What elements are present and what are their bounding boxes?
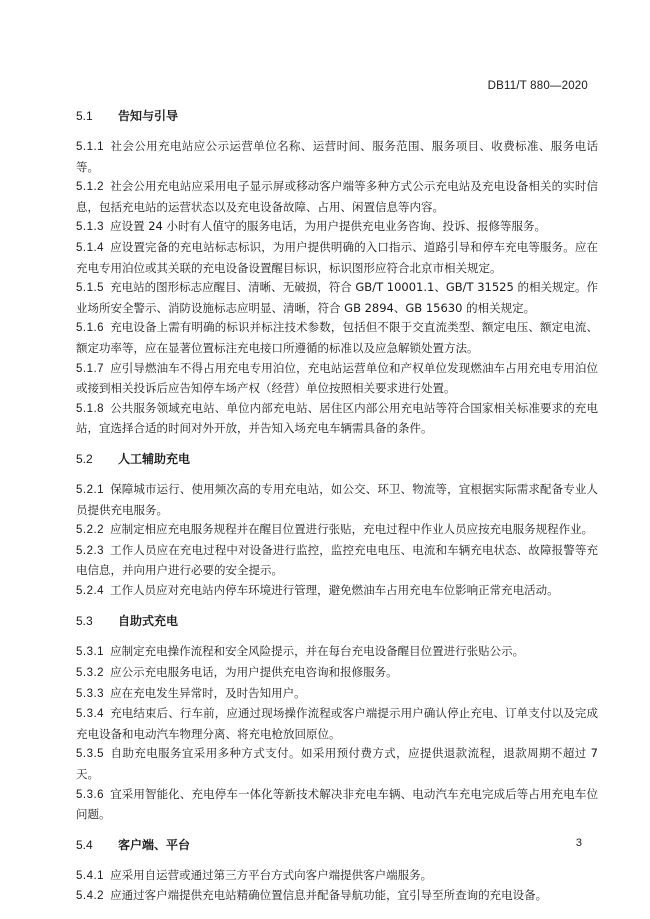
clause-item — [76, 520, 598, 541]
clause-text: 应通过客户端提供充电站精确位置信息并配备导航功能，宜引导至所查询的充电设备。 — [110, 888, 548, 903]
clause-item — [76, 359, 598, 399]
clause-number: 5.3.4 — [76, 708, 105, 721]
clause-number: 5.1.2 — [76, 181, 105, 194]
section-title: 客户端、平台 — [118, 837, 191, 852]
clause-item — [76, 684, 598, 705]
section-heading — [76, 833, 598, 857]
clause-number: 5.2.3 — [76, 544, 105, 557]
clause-text: 充电站的图形标志应醒目、清晰、无破损，符合 GB/T 10001.1、GB/T 31525 的相关规定。作业场所安全警示、消防设施标志应明显、清晰，符合 GB 2894、GB 15630 的相关规定。 — [76, 280, 598, 315]
clause-item — [76, 278, 598, 318]
clause-number: 5.1.1 — [76, 141, 105, 153]
section-5-3 — [76, 609, 598, 824]
clause-number: 5.3.3 — [76, 687, 105, 700]
clause-number: 5.1.3 — [76, 221, 105, 234]
clause-item — [76, 177, 598, 217]
clause-number: 5.4.1 — [76, 869, 105, 882]
clause-number: 5.1.7 — [76, 362, 105, 375]
document-body — [76, 104, 598, 907]
section-number: 5.4 — [76, 837, 93, 852]
section-heading — [76, 447, 598, 471]
clause-text: 应制定相应充电服务规程并在醒目位置进行张贴，充电过程中作业人员应按充电服务规程作业。 — [110, 522, 594, 537]
section-number: 5.3 — [76, 614, 93, 629]
section-number: 5.1 — [76, 109, 93, 123]
clause-item — [76, 217, 598, 238]
clause-item — [76, 704, 598, 744]
section-title: 自助式充电 — [118, 614, 179, 629]
clause-text: 公共服务领域充电站、单位内部充电站、居住区内部公用充电站等符合国家相关标准要求的充电站，宜选择合适的时间对外开放，并告知入场充电车辆需具备的条件。 — [76, 400, 598, 436]
clause-number: 5.3.1 — [76, 646, 105, 659]
section-heading — [76, 609, 598, 633]
section-heading — [76, 104, 598, 128]
clause-item — [76, 541, 598, 581]
clause-text: 自助充电服务宜采用多种方式支付。如采用预付费方式，应提供退款流程，退款周期不超过 7 天。 — [76, 746, 598, 782]
clause-number: 5.3.5 — [76, 748, 105, 761]
clause-item — [76, 744, 598, 784]
clause-text: 应公示充电服务电话，为用户提供充电咨询和报修服务。 — [110, 665, 398, 680]
clause-item — [76, 238, 598, 278]
document-code: DB11/T 880—2020 — [487, 80, 588, 92]
clause-text: 保障城市运行、使用频次高的专用充电站，如公交、环卫、物流等，宜根据实际需求配备专业人员提供充电服务。 — [76, 481, 598, 517]
clause-number: 5.1.6 — [76, 322, 105, 335]
clause-item — [76, 866, 598, 887]
clause-text: 应制定充电操作流程和安全风险提示，并在每台充电设备醒目位置进行张贴公示。 — [110, 644, 525, 659]
page-number: 3 — [575, 837, 582, 849]
clause-number: 5.2.1 — [76, 483, 105, 496]
clause-number: 5.3.6 — [76, 788, 105, 801]
clause-text: 宜采用智能化、充电停车一体化等新技术解决非充电车辆、电动汽车充电完成后等占用充电车位问题。 — [76, 786, 598, 822]
clause-text: 社会公用充电站应公示运营单位名称、运营时间、服务范围、服务项目、收费标准、服务电话等。 — [76, 139, 598, 174]
clause-number: 5.1.4 — [76, 241, 105, 254]
clause-text: 应在充电发生异常时，及时告知用户。 — [110, 685, 306, 700]
clause-number: 5.1.5 — [76, 282, 105, 295]
clause-number: 5.3.2 — [76, 667, 105, 680]
clause-item — [76, 137, 598, 177]
section-title: 告知与引导 — [118, 109, 179, 123]
clause-item — [76, 399, 598, 439]
clause-text: 应采用自运营或通过第三方平台方式向客户端提供客户端服务。 — [110, 867, 433, 882]
clause-text: 工作人员应对充电站内停车环境进行管理，避免燃油车占用充电车位影响正常充电活动。 — [110, 582, 559, 597]
section-5-4 — [76, 833, 598, 907]
section-5-1 — [76, 104, 598, 439]
clause-item — [76, 581, 598, 602]
clause-text: 充电设备上需有明确的标识并标注技术参数，包括但不限于交直流类型、额定电压、额定电流、额定功率等，应在显著位置标注充电接口所遵循的标准以及应急解锁处置方法。 — [76, 320, 598, 355]
clause-item — [76, 663, 598, 684]
clause-number: 5.4.2 — [76, 890, 105, 903]
clause-number: 5.2.2 — [76, 524, 105, 537]
section-5-2 — [76, 447, 598, 602]
clause-item — [76, 642, 598, 663]
clause-text: 工作人员应在充电过程中对设备进行监控，监控充电电压、电流和车辆充电状态、故障报警等充电信息，并向用户进行必要的安全提示。 — [76, 542, 598, 578]
clause-text: 应设置完备的充电站标志标识，为用户提供明确的入口指示、道路引导和停车充电等服务。应在充电专用泊位或其关联的充电设备设置醒目标识，标识图形应符合北京市相关规定。 — [76, 239, 598, 275]
clause-item — [76, 886, 598, 907]
clause-item — [76, 480, 598, 520]
clause-item — [76, 318, 598, 358]
section-title: 人工辅助充电 — [118, 451, 191, 466]
section-number: 5.2 — [76, 451, 93, 466]
clause-item — [76, 785, 598, 825]
clause-number: 5.1.8 — [76, 402, 105, 415]
clause-text: 充电结束后、行车前，应通过现场操作流程或客户端提示用户确认停止充电、订单支付以及完成充电设备和电动汽车物理分离、将充电枪放回原位。 — [76, 706, 598, 741]
clause-number: 5.2.4 — [76, 584, 105, 597]
clause-text: 应引导燃油车不得占用充电专用泊位，充电站运营单位和产权单位发现燃油车占用充电专用泊位或接到相关投诉后应告知停车场产权（经营）单位按照相关要求进行处置。 — [76, 360, 598, 396]
clause-text: 社会公用充电站应采用电子显示屏或移动客户端等多种方式公示充电站及充电设备相关的实时信息，包括充电站的运营状态以及充电设备故障、占用、闲置信息等内容。 — [76, 179, 598, 214]
clause-text: 应设置 24 小时有人值守的服务电话，为用户提供充电业务咨询、投诉、报修等服务。 — [110, 219, 547, 234]
